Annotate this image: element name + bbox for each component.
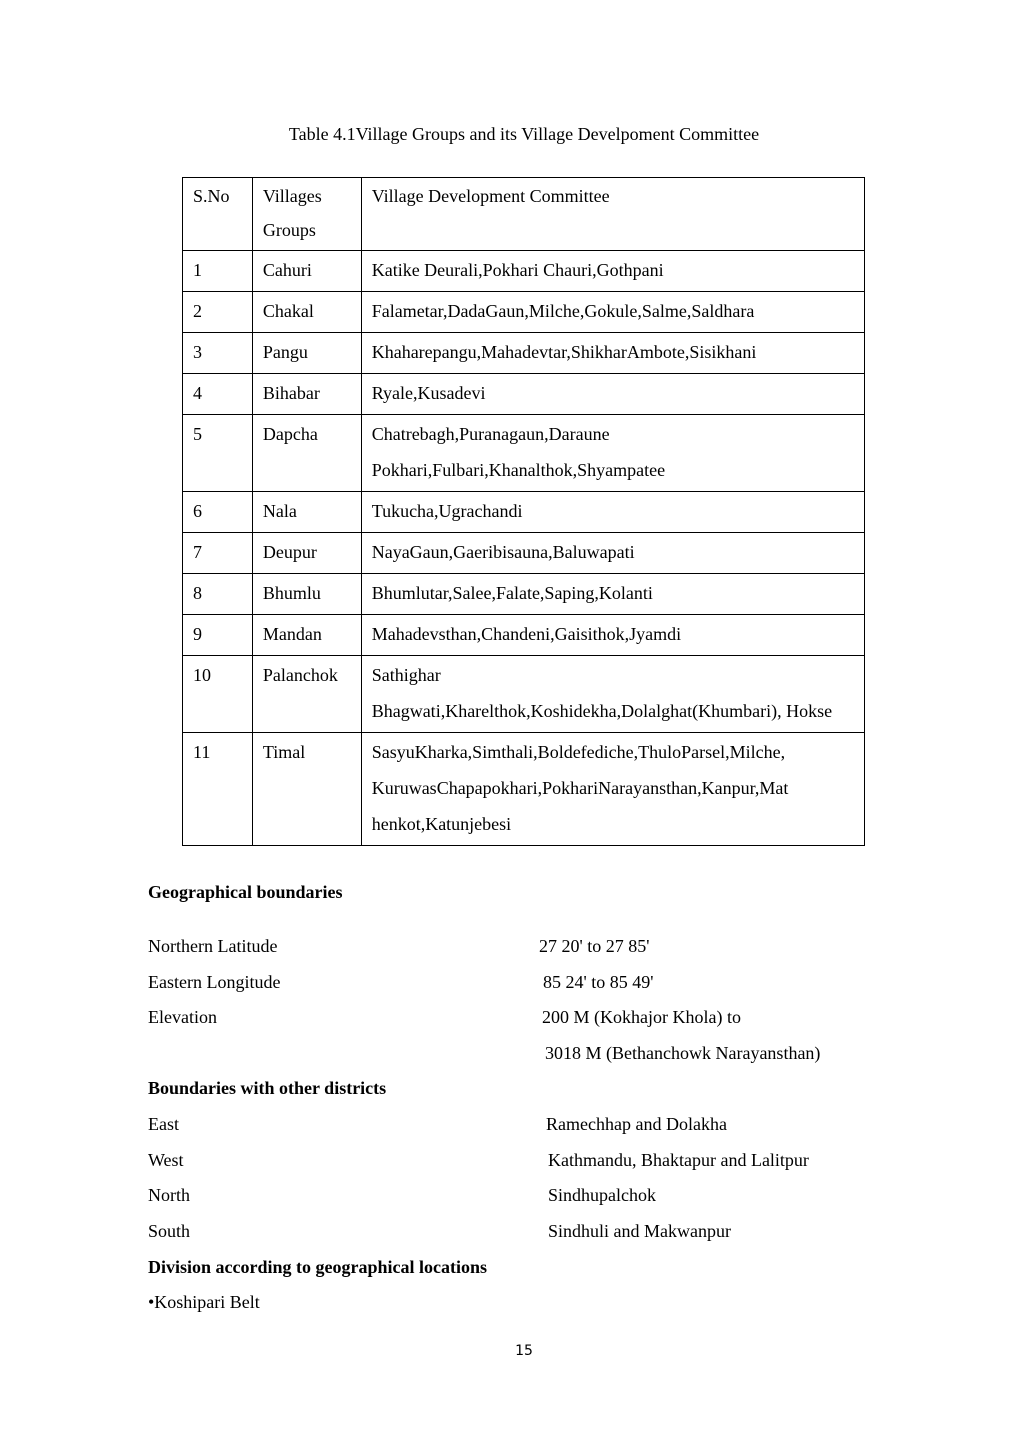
cell-group: Bhumlu — [252, 574, 361, 615]
cell-sno: 11 — [183, 733, 253, 846]
cell-sno: 5 — [183, 415, 253, 492]
cell-vdc: Sathighar Bhagwati,Kharelthok,Koshidekha,Dolalghat(Khumbari), Hokse — [361, 656, 864, 733]
elevation-value-low: 200 M (Kokhajor Khola) to — [542, 1007, 741, 1027]
elevation-value-high: 3018 M (Bethanchowk Narayansthan) — [545, 1043, 821, 1063]
cell-group: Bihabar — [252, 374, 361, 415]
table-row — [183, 574, 865, 615]
cell-sno: 10 — [183, 656, 253, 733]
division-heading: Division according to geographical locations — [148, 1257, 487, 1277]
district-boundaries-heading: Boundaries with other districts — [148, 1078, 387, 1098]
table-row — [183, 251, 865, 292]
cell-group: Mandan — [252, 615, 361, 656]
cell-vdc: SasyuKharka,Simthali,Boldefediche,ThuloParsel,Milche, KuruwasChapapokhari,PokhariNarayansthan,Kanpur,Mat henkot,Katunjebesi — [361, 733, 864, 846]
west-label: West — [148, 1150, 184, 1170]
northern-latitude-value: 27 20' to 27 85' — [539, 936, 650, 956]
cell-sno: 2 — [183, 292, 253, 333]
eastern-longitude-label: Eastern Longitude — [148, 972, 281, 992]
table-row — [183, 656, 865, 733]
cell-sno: 7 — [183, 533, 253, 574]
cell-sno: 6 — [183, 492, 253, 533]
north-label: North — [148, 1185, 190, 1205]
table-caption: Table 4.1Village Groups and its Village Develpoment Committee — [288, 124, 760, 144]
cell-group: Pangu — [252, 333, 361, 374]
cell-group: Dapcha — [252, 415, 361, 492]
cell-vdc: Mahadevsthan,Chandeni,Gaisithok,Jyamdi — [361, 615, 864, 656]
cell-sno: 4 — [183, 374, 253, 415]
table-row — [183, 292, 865, 333]
cell-group: Palanchok — [252, 656, 361, 733]
page-number: 15 — [515, 1343, 533, 1359]
cell-sno: 1 — [183, 251, 253, 292]
eastern-longitude-value: 85 24' to 85 49' — [543, 972, 654, 992]
cell-vdc: Bhumlutar,Salee,Falate,Saping,Kolanti — [361, 574, 864, 615]
cell-group: Chakal — [252, 292, 361, 333]
header-sno: S.No — [183, 178, 253, 251]
header-villages-groups: Villages Groups — [252, 178, 361, 251]
cell-group: Nala — [252, 492, 361, 533]
cell-sno: 3 — [183, 333, 253, 374]
table-row — [183, 533, 865, 574]
cell-vdc: Chatrebagh,Puranagaun,Daraune Pokhari,Fulbari,Khanalthok,Shyampatee — [361, 415, 864, 492]
cell-group: Timal — [252, 733, 361, 846]
cell-vdc: Ryale,Kusadevi — [361, 374, 864, 415]
table-row — [183, 374, 865, 415]
table-row — [183, 492, 865, 533]
table-row — [183, 733, 865, 846]
east-value: Ramechhap and Dolakha — [546, 1114, 727, 1134]
table-row — [183, 615, 865, 656]
cell-sno: 9 — [183, 615, 253, 656]
cell-group: Cahuri — [252, 251, 361, 292]
west-value: Kathmandu, Bhaktapur and Lalitpur — [548, 1150, 809, 1170]
cell-sno: 8 — [183, 574, 253, 615]
cell-vdc: Tukucha,Ugrachandi — [361, 492, 864, 533]
cell-group: Deupur — [252, 533, 361, 574]
north-value: Sindhupalchok — [548, 1185, 656, 1205]
header-vdc: Village Development Committee — [361, 178, 864, 251]
geographical-boundaries-heading: Geographical boundaries — [148, 882, 343, 902]
table-row — [183, 333, 865, 374]
koshipari-belt-bullet: •Koshipari Belt — [148, 1292, 260, 1312]
cell-vdc: Katike Deurali,Pokhari Chauri,Gothpani — [361, 251, 864, 292]
northern-latitude-label: Northern Latitude — [148, 936, 278, 956]
south-value: Sindhuli and Makwanpur — [548, 1221, 731, 1241]
village-groups-table — [182, 177, 865, 846]
table-row — [183, 415, 865, 492]
elevation-label: Elevation — [148, 1007, 217, 1027]
east-label: East — [148, 1114, 179, 1134]
south-label: South — [148, 1221, 191, 1241]
cell-vdc: Khaharepangu,Mahadevtar,ShikharAmbote,Sisikhani — [361, 333, 864, 374]
cell-vdc: NayaGaun,Gaeribisauna,Baluwapati — [361, 533, 864, 574]
cell-vdc: Falametar,DadaGaun,Milche,Gokule,Salme,Saldhara — [361, 292, 864, 333]
table-header-row — [183, 178, 865, 251]
